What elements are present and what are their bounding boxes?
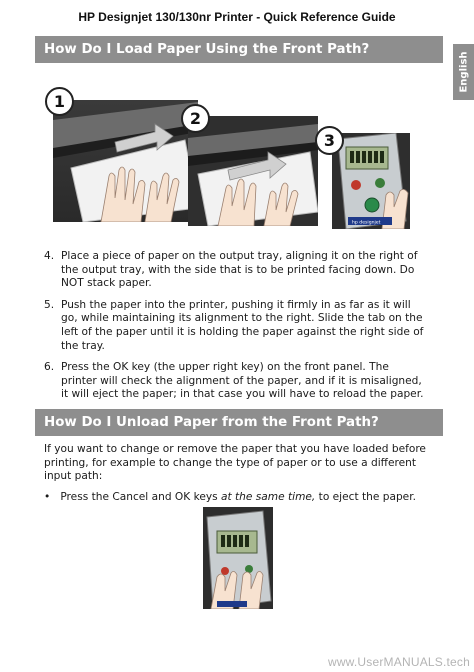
step-number: 6. xyxy=(44,361,55,374)
bullet-marker: • xyxy=(44,491,51,503)
section-heading-load-paper: How Do I Load Paper Using the Front Path? xyxy=(35,36,443,63)
step-text: Push the paper into the printer, pushing it firmly in as far as it will go, while maintaining its alignment to the right. Slide the tab on the left of the paper until it is holding the paper against the right side of the tray. xyxy=(61,298,424,352)
unload-intro-paragraph: If you want to change or remove the paper that you have loaded before printing, for example to change the type of paper or to use a different input path: xyxy=(44,443,426,483)
list-item xyxy=(44,299,424,353)
panel-brand-label: hp designjet xyxy=(352,220,381,226)
figure-number-2: 2 xyxy=(181,104,210,133)
language-tab-label: English xyxy=(458,51,469,93)
list-item xyxy=(44,250,424,291)
figure-number-3: 3 xyxy=(315,126,344,155)
unload-bullet xyxy=(44,491,444,505)
figure-3-front-panel-ok xyxy=(332,133,410,229)
bullet-text-before: Press the Cancel and OK keys xyxy=(60,491,221,503)
step-number: 5. xyxy=(44,298,55,311)
watermark-text: www.UserMANUALS.tech xyxy=(327,655,470,669)
section-heading-unload-paper: How Do I Unload Paper from the Front Path? xyxy=(35,409,443,436)
bullet-text-after: to eject the paper. xyxy=(315,491,416,503)
figure-2-push-paper xyxy=(188,116,318,226)
step-text: Place a piece of paper on the output tray, aligning it on the right of the output tray, with the side that is to be printed facing down. Do NOT stack paper. xyxy=(61,250,418,290)
list-item xyxy=(44,361,424,402)
figure-number-1: 1 xyxy=(45,87,74,116)
figure-cancel-ok-keys xyxy=(203,507,273,609)
step-number: 4. xyxy=(44,250,55,262)
step-text: Press the OK key (the upper right key) on the front panel. The printer will check the alignment of the paper, and if it is misaligned, it will eject the paper; in that case you will have to reload the paper. xyxy=(61,361,424,401)
language-tab xyxy=(453,44,474,100)
bullet-text-emphasis: at the same time, xyxy=(221,491,316,503)
page-header-title: HP Designjet 130/130nr Printer - Quick Reference Guide xyxy=(78,10,396,24)
figure-1-paper-on-tray xyxy=(53,100,198,222)
load-steps-list xyxy=(44,250,424,410)
